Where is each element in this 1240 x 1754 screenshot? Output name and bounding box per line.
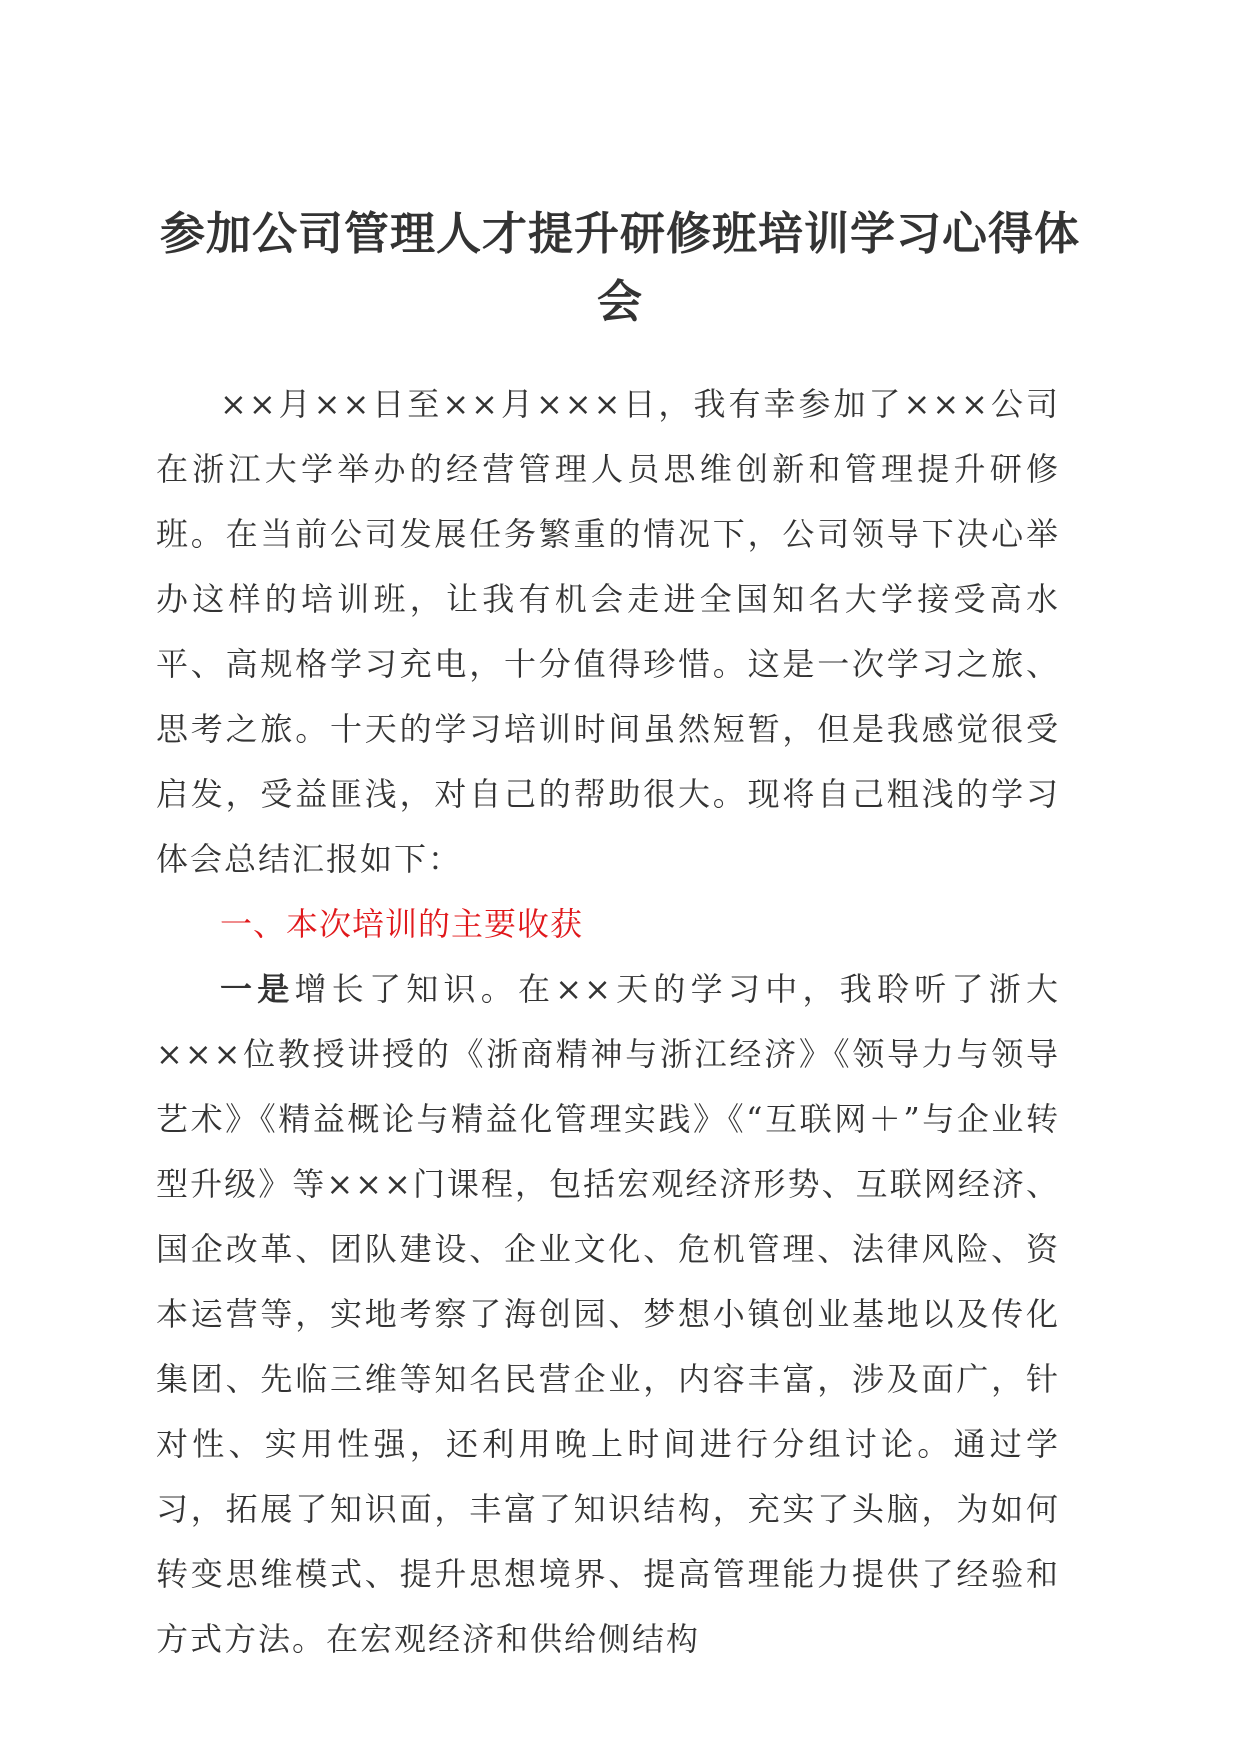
point-one-lead: 一是 bbox=[220, 970, 295, 1008]
document-body bbox=[156, 372, 1060, 1672]
intro-paragraph: ××月××日至××月×××日，我有幸参加了×××公司在浙江大学举办的经营管理人员思维创新和管理提升研修班。在当前公司发展任务繁重的情况下，公司领导下决心举办这样的培训班，让我有机会走进全国知名大学接受高水平、高规格学习充电，十分值得珍惜。这是一次学习之旅、思考之旅。十天的学习培训时间虽然短暂，但是我感觉很受启发，受益匪浅，对自己的帮助很大。现将自己粗浅的学习体会总结汇报如下： bbox=[156, 385, 1060, 878]
point-one-text: 增长了知识。在××天的学习中，我聆听了浙大×××位教授讲授的《浙商精神与浙江经济》《领导力与领导艺术》《精益概论与精益化管理实践》《“互联网＋”与企业转型升级》等×××门课程，包括宏观经济形势、互联网经济、国企改革、团队建设、企业文化、危机管理、法律风险、资本运营等，实地考察了海创园、梦想小镇创业基地以及传化集团、先临三维等知名民营企业，内容丰富，涉及面广，针对性、实用性强，还利用晚上时间进行分组讨论。通过学习，拓展了知识面，丰富了知识结构，充实了头脑，为如何转变思维模式、提升思想境界、提高管理能力提供了经验和方式方法。在宏观经济和供给侧结构 bbox=[156, 970, 1060, 1658]
point-one-paragraph bbox=[156, 957, 1060, 1672]
section-heading: 一、本次培训的主要收获 bbox=[220, 905, 584, 943]
document-title: 参加公司管理人才提升研修班培训学习心得体会 bbox=[159, 207, 1080, 328]
